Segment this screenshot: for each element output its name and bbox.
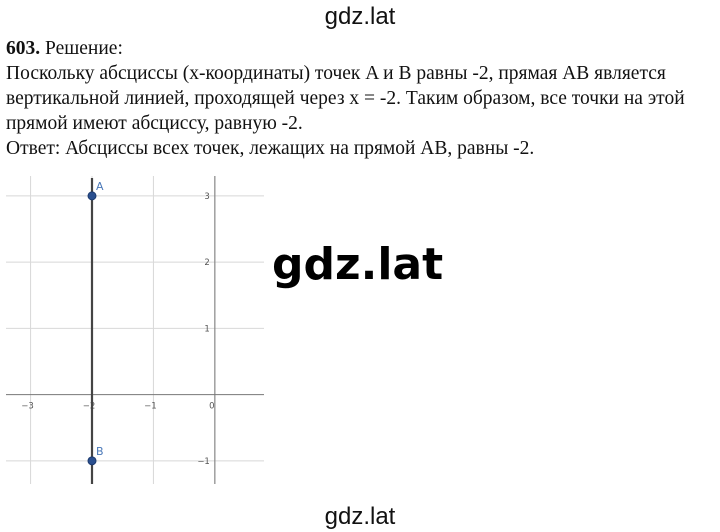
- x-tick-label: −2: [82, 401, 96, 412]
- problem-number: 603.: [6, 38, 41, 59]
- watermark-top: gdz.lat: [324, 3, 396, 30]
- x-tick-label: −3: [21, 401, 34, 412]
- point-b: [88, 457, 96, 465]
- point-a: [88, 192, 96, 200]
- grid-lines: [6, 176, 264, 484]
- point-label-a: A: [96, 179, 104, 193]
- y-tick-label: 3: [204, 191, 210, 202]
- solution-line-3: прямой имеют абсциссу, равную -2.: [6, 113, 303, 134]
- solution-line-1: Поскольку абсциссы (x-координаты) точек A и B равны -2, прямая AB является: [6, 63, 666, 84]
- x-tick-label: −1: [144, 401, 157, 412]
- x-tick-label: 0: [209, 401, 215, 412]
- answer-line: Ответ: Абсциссы всех точек, лежащих на прямой AB, равны -2.: [6, 138, 535, 159]
- y-tick-label: 1: [204, 324, 210, 335]
- solution-text: [6, 36, 718, 161]
- points: [88, 180, 104, 465]
- tick-labels: [21, 192, 214, 467]
- solution-heading: [6, 36, 718, 61]
- y-tick-label: 2: [204, 258, 210, 269]
- watermark-center: gdz.lat: [272, 239, 444, 290]
- watermark-bottom: gdz.lat: [324, 503, 396, 530]
- solution-line-2: вертикальной линией, проходящей через x = -2. Таким образом, все точки на этой: [6, 88, 685, 109]
- point-label-b: B: [96, 444, 104, 458]
- y-tick-label: −1: [197, 456, 210, 467]
- solution-heading-label: Решение:: [45, 38, 123, 59]
- axes: [6, 176, 264, 484]
- coordinate-graph: [0, 170, 270, 490]
